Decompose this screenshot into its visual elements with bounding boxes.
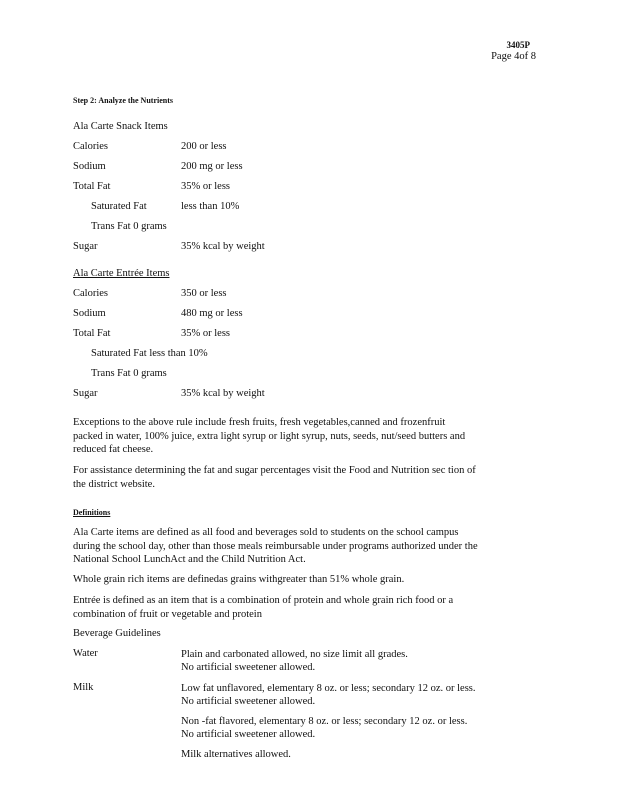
entree-trans-fat: Trans Fat 0 grams [91, 368, 167, 379]
definition-line: Ala Carte items are defined as all food and beverages sold to students on the school campus [73, 527, 459, 538]
snack-heading: Ala Carte Snack Items [73, 121, 168, 132]
entree-calories-label: Calories [73, 288, 108, 299]
snack-saturated-fat-label: Saturated Fat [91, 201, 147, 212]
snack-sodium-value: 200 mg or less [181, 161, 243, 172]
milk-line: Low fat unflavored, elementary 8 oz. or less; secondary 12 oz. or less. [181, 683, 476, 694]
snack-sodium-label: Sodium [73, 161, 106, 172]
snack-sugar-label: Sugar [73, 241, 98, 252]
entree-sugar-value: 35% kcal by weight [181, 388, 265, 399]
snack-saturated-fat-value: less than 10% [181, 201, 240, 212]
definition-line: during the school day, other than those meals reimbursable under programs authorized under the [73, 540, 478, 552]
policy-code: 3405P [506, 40, 530, 50]
snack-calories-label: Calories [73, 141, 108, 152]
whole-grain-definition: Whole grain rich items are definedas grains withgreater than 51% whole grain. [73, 574, 405, 585]
water-line: No artificial sweetener allowed. [181, 662, 316, 673]
entree-definition [73, 594, 539, 621]
milk-line: Non -fat flavored, elementary 8 oz. or less; secondary 12 oz. or less. [181, 716, 468, 727]
milk-alternatives: Milk alternatives allowed. [181, 749, 291, 760]
water-label: Water [73, 648, 98, 659]
assistance-line: the district website. [73, 478, 155, 490]
entree-saturated-fat: Saturated Fat less than 10% [91, 348, 208, 359]
definition-line: National School LunchAct and the Child Nutrition Act. [73, 554, 306, 566]
assistance-line: For assistance determining the fat and sugar percentages visit the Food and Nutrition sec tion of [73, 465, 476, 476]
entree-sugar-label: Sugar [73, 388, 98, 399]
snack-total-fat-value: 35% or less [181, 181, 230, 192]
milk-low-fat-guidelines [181, 682, 476, 708]
exceptions-line: packed in water, 100% juice, extra light syrup or light syrup, nuts, seeds, nut/seed butters and [73, 430, 466, 442]
water-guidelines [181, 648, 408, 674]
exceptions-line: Exceptions to the above rule include fresh fruits, fresh vegetables,canned and frozenfruit [73, 417, 446, 428]
assistance-paragraph [73, 464, 539, 491]
ala-carte-definition [73, 526, 539, 567]
beverage-heading: Beverage Guidelines [73, 628, 161, 639]
entree-total-fat-label: Total Fat [73, 328, 111, 339]
exceptions-paragraph [73, 416, 539, 457]
milk-label: Milk [73, 682, 94, 693]
definitions-heading: Definitions [73, 508, 111, 517]
entree-heading: Ala Carte Entrée Items [73, 268, 170, 279]
entree-total-fat-value: 35% or less [181, 328, 230, 339]
definition-line: Entrée is defined as an item that is a combination of protein and whole grain rich food or a [73, 595, 454, 606]
snack-trans-fat: Trans Fat 0 grams [91, 221, 167, 232]
step-heading: Step 2: Analyze the Nutrients [73, 96, 173, 105]
definition-line: combination of fruit or vegetable and protein [73, 608, 262, 620]
snack-total-fat-label: Total Fat [73, 181, 111, 192]
entree-sodium-value: 480 mg or less [181, 308, 243, 319]
snack-sugar-value: 35% kcal by weight [181, 241, 265, 252]
exceptions-line: reduced fat cheese. [73, 444, 154, 456]
page-number: Page 4of 8 [491, 51, 536, 62]
entree-calories-value: 350 or less [181, 288, 227, 299]
snack-calories-value: 200 or less [181, 141, 227, 152]
milk-line: No artificial sweetener allowed. [181, 729, 316, 740]
entree-sodium-label: Sodium [73, 308, 106, 319]
milk-line: No artificial sweetener allowed. [181, 696, 316, 707]
milk-non-fat-guidelines [181, 715, 467, 741]
water-line: Plain and carbonated allowed, no size limit all grades. [181, 649, 408, 660]
